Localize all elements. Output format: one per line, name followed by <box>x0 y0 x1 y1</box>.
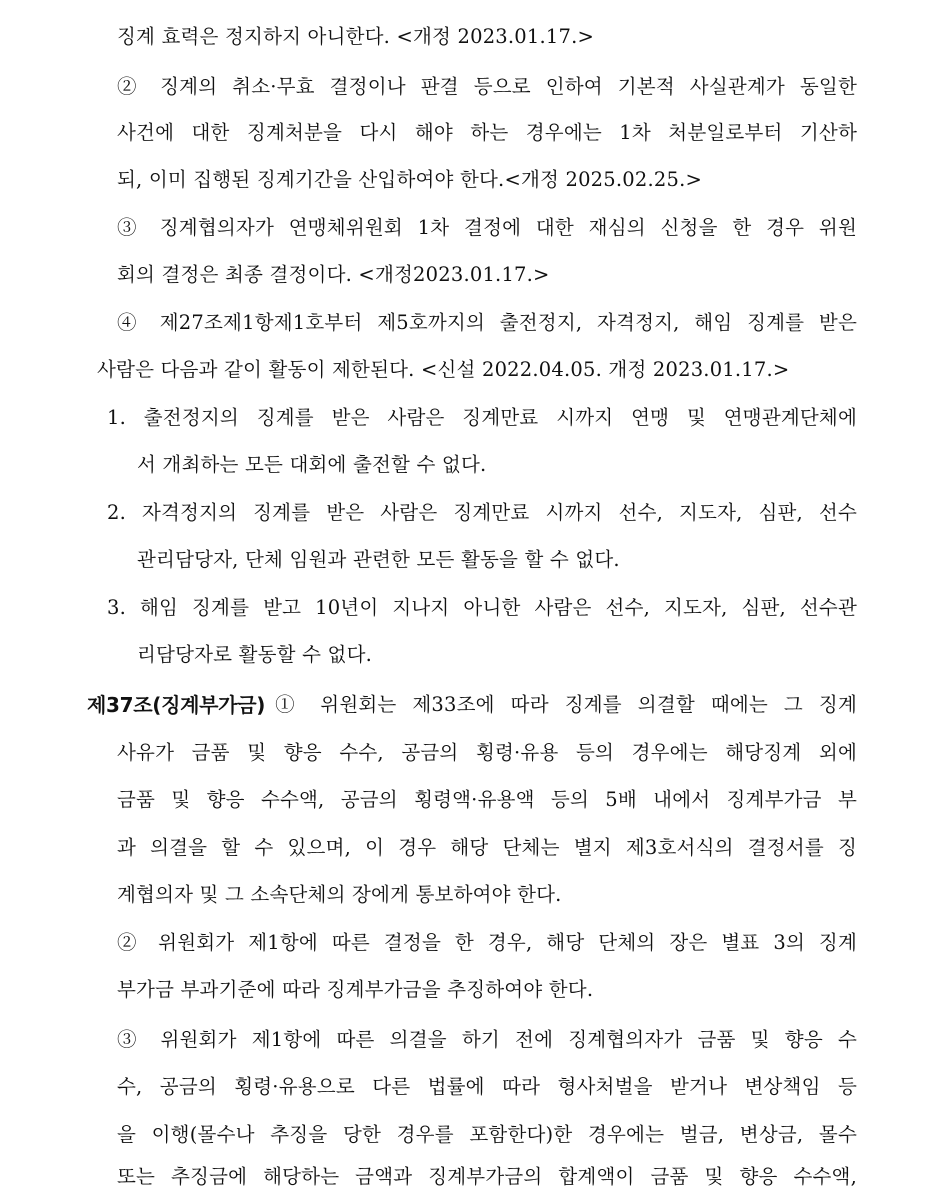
text-line: 되, 이미 집행된 징계기간을 산입하여야 한다.<개정 2025.02.25.> <box>117 168 703 191</box>
list-item-line: 3. 해임 징계를 받고 10년이 지나지 아니한 사람은 선수, 지도자, 심판, 선수관 <box>107 596 857 619</box>
text-line: 징계 효력은 정지하지 아니한다. <개정 2023.01.17.> <box>117 25 595 48</box>
text-line: 금품 및 향응 수수액, 공금의 횡령액·유용액 등의 5배 내에서 징계부가금 부 <box>117 788 857 811</box>
text-line: 과 의결을 할 수 있으며, 이 경우 해당 단체는 별지 제3호서식의 결정서를 징 <box>117 836 857 859</box>
text-line: 사람은 다음과 같이 활동이 제한된다. <신설 2022.04.05. 개정 2023.01.17.> <box>97 358 790 381</box>
list-item-line: 관리담당자, 단체 임원과 관련한 모든 활동을 할 수 없다. <box>137 548 620 571</box>
list-item-line: 리담당자로 활동할 수 없다. <box>137 643 373 666</box>
text-line: 또는 추징금에 해당하는 금액과 징계부가금의 합계액이 금품 및 향응 수수액, <box>117 1165 857 1188</box>
text-line: 수, 공금의 횡령·유용으로 다른 법률에 따라 형사처벌을 받거나 변상책임 등 <box>117 1075 857 1098</box>
text-line: 사건에 대한 징계처분을 다시 해야 하는 경우에는 1차 처분일로부터 기산하 <box>117 121 857 144</box>
list-item-line: 서 개최하는 모든 대회에 출전할 수 없다. <box>137 453 487 476</box>
text-line: 을 이행(몰수나 추징을 당한 경우를 포함한다)한 경우에는 벌금, 변상금, 몰수 <box>117 1123 857 1146</box>
article-heading: 제37조(징계부가금) <box>87 693 266 717</box>
text-line: 사유가 금품 및 향응 수수, 공금의 횡령·유용 등의 경우에는 해당징계 외에 <box>117 741 857 764</box>
text-line: ③ 위원회가 제1항에 따른 의결을 하기 전에 징계협의자가 금품 및 향응 수 <box>117 1028 857 1051</box>
text-line: ② 위원회가 제1항에 따른 결정을 한 경우, 해당 단체의 장은 별표 3의 징계 <box>117 931 857 954</box>
list-item-line: 1. 출전정지의 징계를 받은 사람은 징계만료 시까지 연맹 및 연맹관계단체에 <box>107 406 857 429</box>
article-37-first-line <box>87 682 857 728</box>
text-line: ② 징계의 취소·무효 결정이나 판결 등으로 인하여 기본적 사실관계가 동일한 <box>117 75 857 98</box>
text-line: 계협의자 및 그 소속단체의 장에게 통보하여야 한다. <box>117 883 562 906</box>
text-line: ① 위원회는 제33조에 따라 징계를 의결할 때에는 그 징계 <box>275 693 857 716</box>
list-item-line: 2. 자격정지의 징계를 받은 사람은 징계만료 시까지 선수, 지도자, 심판, 선수 <box>107 501 857 524</box>
text-line: ④ 제27조제1항제1호부터 제5호까지의 출전정지, 자격정지, 해임 징계를 받은 <box>117 311 857 334</box>
text-line: 회의 결정은 최종 결정이다. <개정2023.01.17.> <box>117 263 550 286</box>
text-line: ③ 징계협의자가 연맹체위원회 1차 결정에 대한 재심의 신청을 한 경우 위원 <box>117 216 857 239</box>
text-line: 부가금 부과기준에 따라 징계부가금을 추징하여야 한다. <box>117 978 594 1001</box>
